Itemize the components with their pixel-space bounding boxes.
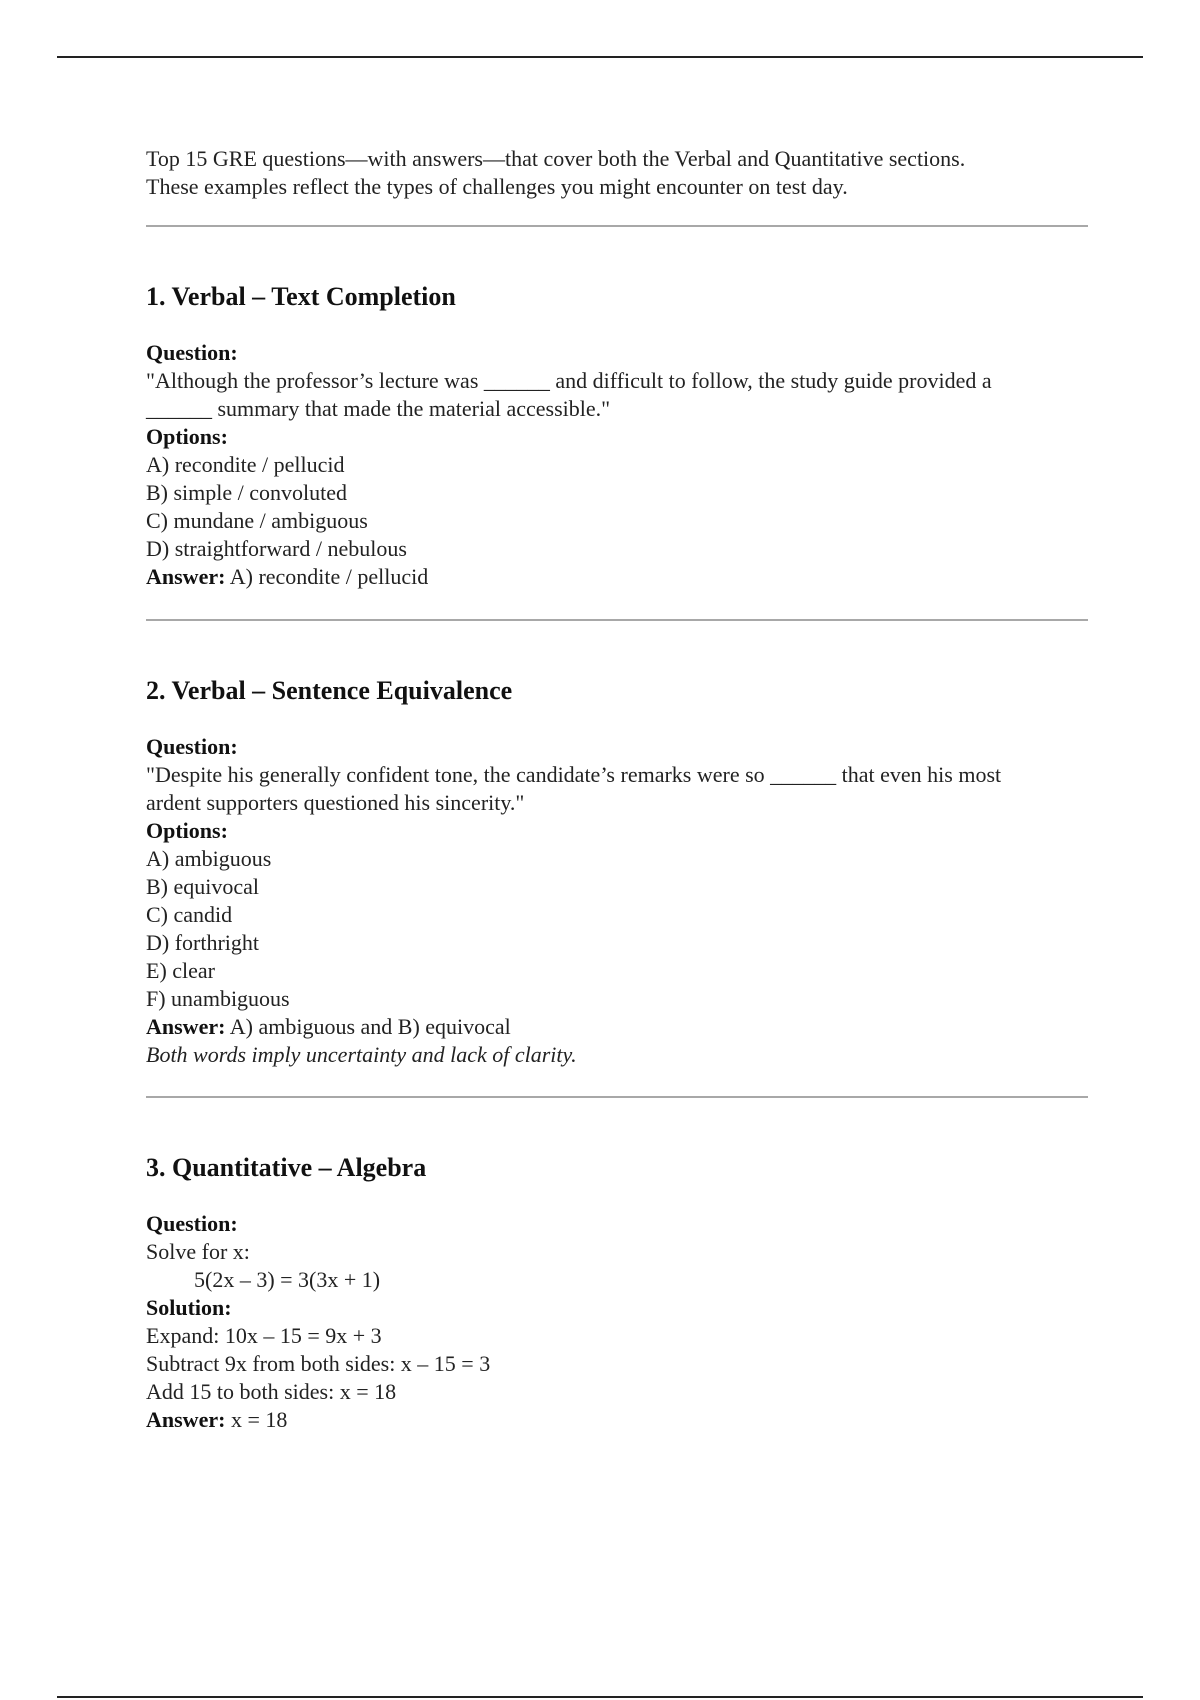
question-label: Question: bbox=[146, 734, 238, 759]
solution-step-1: Expand: 10x – 15 = 9x + 3 bbox=[146, 1323, 382, 1348]
section-separator bbox=[146, 1096, 1088, 1098]
intro-line-2: These examples reflect the types of challenges you might encounter on test day. bbox=[146, 174, 848, 199]
option-a: A) recondite / pellucid bbox=[146, 452, 345, 477]
answer-label: Answer: bbox=[146, 564, 226, 589]
page-top-rule bbox=[57, 56, 1143, 58]
answer-label: Answer: bbox=[146, 1014, 226, 1039]
page-bottom-rule bbox=[57, 1696, 1143, 1698]
answer-line bbox=[146, 563, 1092, 591]
equation: 5(2x – 3) = 3(3x + 1) bbox=[194, 1267, 381, 1292]
question-label: Question: bbox=[146, 340, 238, 365]
answer-label: Answer: bbox=[146, 1407, 226, 1432]
option-a: A) ambiguous bbox=[146, 846, 272, 871]
answer-line bbox=[146, 1013, 1092, 1041]
section-title: 3. Quantitative – Algebra bbox=[146, 1153, 427, 1182]
options-label: Options: bbox=[146, 424, 228, 449]
option-e: E) clear bbox=[146, 958, 215, 983]
question-text-line-2: ardent supporters questioned his sincerity." bbox=[146, 790, 525, 815]
question-text-line-1: Solve for x: bbox=[146, 1239, 250, 1264]
question-label: Question: bbox=[146, 1211, 238, 1236]
answer-text: x = 18 bbox=[230, 1407, 288, 1432]
question-text-line-1: "Although the professor’s lecture was ______ and difficult to follow, the study guide provided a bbox=[146, 368, 992, 393]
solution-label: Solution: bbox=[146, 1295, 232, 1320]
question-text-line-2: ______ summary that made the material accessible." bbox=[146, 396, 611, 421]
option-d: D) forthright bbox=[146, 930, 260, 955]
intro-line-1: Top 15 GRE questions—with answers—that cover both the Verbal and Quantitative sections. bbox=[146, 146, 966, 171]
option-c: C) mundane / ambiguous bbox=[146, 508, 368, 533]
option-d: D) straightforward / nebulous bbox=[146, 536, 407, 561]
section-quantitative-algebra bbox=[146, 1152, 1092, 1434]
answer-text: A) recondite / pellucid bbox=[229, 564, 429, 589]
section-text-completion bbox=[146, 281, 1092, 591]
solution-step-3: Add 15 to both sides: x = 18 bbox=[146, 1379, 397, 1404]
intro-paragraph bbox=[146, 145, 1092, 201]
question-text-line-1: "Despite his generally confident tone, the candidate’s remarks were so ______ that even his most bbox=[146, 762, 1002, 787]
document-body bbox=[146, 145, 1092, 1434]
options-label: Options: bbox=[146, 818, 228, 843]
option-b: B) equivocal bbox=[146, 874, 260, 899]
option-b: B) simple / convoluted bbox=[146, 480, 348, 505]
answer-explanation: Both words imply uncertainty and lack of clarity. bbox=[146, 1042, 577, 1067]
option-f: F) unambiguous bbox=[146, 986, 290, 1011]
section-title: 1. Verbal – Text Completion bbox=[146, 282, 456, 311]
section-separator bbox=[146, 225, 1088, 227]
answer-line bbox=[146, 1406, 1092, 1434]
section-title: 2. Verbal – Sentence Equivalence bbox=[146, 676, 513, 705]
option-c: C) candid bbox=[146, 902, 233, 927]
section-separator bbox=[146, 619, 1088, 621]
section-sentence-equivalence bbox=[146, 675, 1092, 1069]
answer-text: A) ambiguous and B) equivocal bbox=[229, 1014, 511, 1039]
solution-step-2: Subtract 9x from both sides: x – 15 = 3 bbox=[146, 1351, 491, 1376]
